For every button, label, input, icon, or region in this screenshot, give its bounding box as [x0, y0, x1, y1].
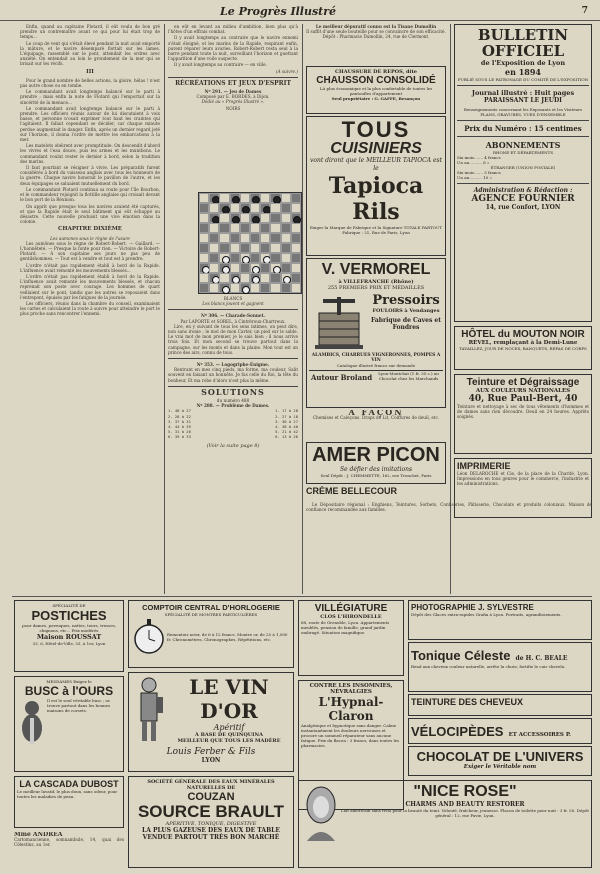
board-square — [281, 263, 291, 273]
board-square — [270, 203, 280, 213]
board-square — [240, 283, 250, 293]
fouloirs-text: FOULOIRS à Vendanges — [372, 308, 440, 314]
villegiature-ad: VILLÉGIATURE CLOS L'HIRONDELLE 68, route de Grenoble, Lyon. Appartements meublés, pension de famille, grand jardin ombragé. Situation magnifique. — [298, 600, 404, 676]
roussat-name: Maison ROUSSAT — [36, 633, 102, 641]
board-square — [270, 223, 280, 233]
board-square — [230, 243, 240, 253]
checkers-dedication: Dédié au « Progrès Illustré ». — [201, 99, 265, 105]
board-square — [270, 283, 280, 293]
clos-name: CLOS L'HIRONDELLE — [320, 614, 382, 620]
board-square — [260, 273, 270, 283]
administration-label: Administration & Rédaction : — [473, 187, 573, 194]
board-square — [291, 243, 301, 253]
board-square — [219, 243, 229, 253]
board-square — [199, 273, 209, 283]
solutions-title: SOLUTIONS — [201, 386, 265, 397]
checkers-board — [198, 192, 302, 294]
board-square — [209, 243, 219, 253]
subscription-six-months: Six mois....... 4 francs — [457, 155, 501, 160]
board-square — [240, 223, 250, 233]
tapioca-claim: vont diront que le MEILLEUR TAPIOCA est le — [309, 157, 443, 172]
board-square — [199, 253, 209, 263]
velocipedes-maker: ET ACCESSOIRES P. — [508, 732, 571, 738]
board-square — [219, 253, 229, 263]
board-square — [199, 243, 209, 253]
board-square — [240, 243, 250, 253]
board-square — [219, 193, 229, 203]
tapioca-brand: Tapioca Rils — [328, 173, 424, 225]
board-square — [291, 273, 301, 283]
paragraph: Il y avait longtemps au contraire — en ville. — [174, 62, 267, 68]
aperitif-label: Apéritif — [213, 723, 245, 732]
bulletin-year: en 1894 — [505, 67, 541, 77]
cascada-title: LA CASCADA DUBOST — [19, 779, 119, 789]
afacon-title: A FAÇON — [348, 410, 404, 417]
fabrique-text: Fabrique de Caves et Fondres — [370, 317, 442, 331]
figure-illustration — [131, 675, 167, 745]
pressoirs-title: Pressoirs — [372, 293, 440, 308]
board-square — [270, 213, 280, 223]
board-square — [281, 223, 291, 233]
chocolat-claim: Exiger le Véritable nom — [463, 764, 537, 770]
creme-bellecour-title: CRÈME BELLECOUR — [306, 486, 398, 496]
ferber-signature: Louis Ferber & Fils — [166, 747, 256, 757]
board-square — [230, 203, 240, 213]
bulletin-subtitle: de l'Exposition de Lyon — [480, 59, 566, 67]
board-square — [240, 193, 250, 203]
board-square — [250, 263, 260, 273]
brot-label: Autour Broland — [311, 373, 373, 382]
postiches-ad: SPÉCIALITÉ DE POSTICHES pour dames, perruques, nattes, tours, tresses, chignons, etc... Prix modérés Maison ROUSSAT 33, 6, Hôtel-de-Ville, 33, à 1er, Lyon — [14, 600, 124, 672]
board-square — [209, 193, 219, 203]
board-square — [240, 203, 250, 213]
source-brault-subtitle: APÉRITIVE, TONIQUE, DIGESTIVE — [165, 821, 257, 827]
board-square — [250, 203, 260, 213]
board-square — [250, 233, 260, 243]
amer-picon-depot: Seul Dépôt : J. CHEMMETTE, 162, rue Tronchet, Paris — [320, 473, 432, 478]
board-square — [209, 203, 219, 213]
couzan-ad — [128, 776, 294, 868]
photo-ad: PHOTOGRAPHIE J. SYLVESTRE Dépôt des Glaces extra-rapides Grafia à Lyon. Portraits, agrandissements. — [408, 600, 592, 640]
board-square — [281, 243, 291, 253]
board-square — [260, 233, 270, 243]
checkers-author: Composé par E. BORDES, à Dijon. — [196, 94, 270, 100]
board-square — [209, 273, 219, 283]
board-square — [209, 283, 219, 293]
nice-rose-subtitle: CHARMS AND BEAUTY RESTORER — [405, 801, 525, 808]
societe-heading: SOCIÉTÉ GÉNÉRALE DES EAUX MINÉRALES NATURELLES DE — [147, 779, 275, 791]
subscriptions-region: RHONE ET DÉPARTEMENTS — [492, 150, 554, 155]
teinture-ad: Teinture et Dégraissage AUX COULEURS NATIONALES 40, Rue Paul-Bert, 40 Teinture et nettoyage à sec de tous vêtements d'hommes et de dames sans rien découdre. Deuil en 24 heures. Apprêts soignés. — [454, 374, 592, 454]
board-square — [291, 203, 301, 213]
source-brault-title: SOURCE BRAULT — [137, 802, 285, 821]
chaussure-heading: CHAUSSURE DE REPOS, dite — [335, 69, 417, 75]
board-square — [250, 193, 260, 203]
board-label-black: NOIRS — [225, 105, 241, 111]
comptoir-title: COMPTOIR CENTRAL D'HORLOGERIE — [142, 603, 280, 612]
board-square — [250, 223, 260, 233]
board-square — [281, 193, 291, 203]
charade-title: Nº 306. — Charade-Sonnet. — [201, 313, 265, 319]
busc-ad: MESDAMES Exigez le BUSC à l'OURS Il est le seul véritable busc ; se trouve partout dans les bonnes maisons de corsets. — [14, 676, 124, 772]
solutions-subtitle: du numéro 488 — [216, 398, 250, 404]
teinture-address: 40, Rue Paul-Bert, 40 — [468, 394, 578, 404]
subscriptions-title: ABONNEMENTS — [485, 140, 561, 150]
board-square — [230, 273, 240, 283]
alambics-text: ALAMBICS, CHARRUES VIGNERONNES, POMPES A VIN — [311, 353, 441, 363]
amer-picon-warning: Se défier des imitations — [339, 466, 413, 473]
teinture-cheveux-ad — [408, 694, 592, 716]
board-square — [291, 283, 301, 293]
nice-rose-title: "NICE ROSE" — [413, 783, 517, 800]
board-square — [199, 213, 209, 223]
board-square — [230, 233, 240, 243]
issue-price: Prix du Numéro : 15 centimes — [464, 124, 582, 133]
watch-icon — [131, 617, 167, 657]
imprimerie-title: IMPRIMERIE — [457, 461, 511, 471]
board-square — [230, 253, 240, 263]
section-number: III — [86, 68, 94, 75]
bulletin-title: BULLETIN OFFICIEL — [477, 26, 569, 60]
plus-gazeuse: LA PLUS GAZEUSE DES EAUX DE TABLE — [142, 827, 280, 834]
board-square — [260, 283, 270, 293]
chocolat-ad — [408, 746, 592, 776]
board-square — [260, 223, 270, 233]
paragraph: Enfin, quand au capitaine Plotard, il eût voulu de bon gré prendre un contremaître avant ce qui pour lui était trop de temps... — [20, 24, 160, 40]
column-divider — [164, 24, 165, 594]
journal-description: Journal illustré : Huit pages — [471, 89, 575, 97]
paragraph: en eût en levant au milieu d'ambition, bien plus qu'à l'hôtes d'un effrais combat. — [168, 24, 298, 35]
board-square — [219, 203, 229, 213]
board-square — [281, 233, 291, 243]
vin-dor-city: LYON — [201, 757, 221, 764]
paragraph: L'ordre n'était pas rapidement établi à bord de la Rapide. L'influence avait remonté les mouvements blessés... — [20, 262, 160, 273]
meilleur-claim: MEILLEUR QUE TOUS LES MADÈRE — [177, 738, 281, 744]
board-square — [230, 263, 240, 273]
board-square — [219, 213, 229, 223]
games-section-title: RÉCRÉATIONS ET JEUX D'ESPRIT — [175, 79, 291, 87]
imprimerie-ad: IMPRIMERIE Léon DELAROCHE et Cie, de la place de la Charité, Lyon. Impressions en tous genres pour le commerce, l'industrie et les administrations. — [454, 458, 592, 518]
board-square — [260, 243, 270, 253]
busc-title: BUSC à l'OURS — [24, 684, 114, 698]
games-continued: BLANCS Les blancs jouent et gagnent Nº 306. — Charade-Sonnet. Par LAPORTE et SOREL, à Cintréroux-Chartreux. Lire, en y suivant de tous les sens intimes, on peut dire, non sans ironie ; le mot de mon Carter, un pied sur le sable. Le vrai mot de mon premier, je le sais bien ; il nous arrive trois fois. Et mon second se trouve partout dans la campagne, sur les monts et dans la plaine. Mon tout est un prince des airs, connu de tous. Nº 353. — Logogriphe-Énigme. Rentrant en mes cinq pieds, ma forme, ma couleur, Salit souvent en faisant un honnête. Je fus celle du Roi, la tête du bonheur, Et ma robe d'alors n'est plus la même. SOLUTIONS du numéro 488 Nº 288. — Problème de Dames. 1. 48 à 27 2. 28 à 22 3. 37 à 31 4. 44 à 39 5. 31 à 26 6. 39 à 33 1. 17 à 28 2. 27 à 18 3. 36 à 27 4. 38 à 40 5. 21 à 42 6. 13 à 26 (Voir la suite page 8) — [168, 296, 298, 449]
board-square — [230, 213, 240, 223]
vermorel-location: à VILLEFRANCHE (Rhône) — [338, 279, 414, 285]
board-square — [250, 283, 260, 293]
board-square — [281, 283, 291, 293]
tous-heading: TOUS — [341, 117, 411, 142]
board-square — [219, 283, 229, 293]
board-square — [209, 253, 219, 263]
nice-rose-ad: "NICE ROSE" CHARMS AND BEAUTY RESTORER Lait américain sans rival pour la beauté du teint. Velouté, fraîcheur, jeunesse. Flacon de toilette pour nuit : 3 fr. 50. Dépôt général : 12, rue Pavie, Lyon. — [298, 780, 592, 868]
board-square — [240, 253, 250, 263]
photo-title: PHOTOGRAPHIE J. SYLVESTRE — [411, 603, 534, 612]
board-square — [240, 263, 250, 273]
board-square — [240, 273, 250, 283]
board-square — [270, 253, 280, 263]
insomnies-heading: CONTRE LES INSOMNIES, NÉVRALGIES — [309, 683, 393, 695]
hypnal-ad: CONTRE LES INSOMNIES, NÉVRALGIES L'Hypnal-Claron Analgésique et hypnotique sans danger. Calme instantanément les douleurs nerveuses et procure un sommeil réparateur sans aucune fatigue. Prix du flacon : 3 francs, dans toutes les pharmacies. — [298, 680, 404, 810]
chapter-title: CHAPITRE DIXIÈME — [58, 226, 122, 233]
board-square — [199, 223, 209, 233]
paragraph: Le commandant avait longtemps balancé sur le parti à prendre ; mais enfin la note de Flotard qui l'emportait sur la sincérité de la menace... — [20, 89, 160, 105]
teinture-subtitle: AUX COULEURS NATIONALES — [475, 388, 571, 394]
board-square — [199, 283, 209, 293]
board-square — [219, 263, 229, 273]
board-square — [281, 213, 291, 223]
chapter-subtitle: Les aumones sous le règne de l'usure — [50, 235, 130, 241]
board-label-white: BLANCS — [223, 296, 243, 301]
board-square — [281, 253, 291, 263]
board-caption: Les blancs jouent et gagnent — [202, 301, 264, 307]
newspaper-title: Le Progrès Illustré — [220, 5, 337, 18]
charade-author: Par LAPORTE et SOREL, à Cintréroux-Chartreux. — [180, 318, 286, 324]
bulletin-ad: BULLETIN OFFICIEL de l'Exposition de Lyon en 1894 PUBLIÉ SOUS LE PATRONAGE DU COMITÉ DE L'EXPOSITION Journal illustré : Huit pages PARAISSANT LE JEUDI Renseignements concernant les Exposants et les Visiteurs PLANS, GRAVURES, VUES D'ENSEMBLE Prix du Numéro : 15 centimes ABONNEMENTS RHONE ET DÉPARTEMENTS Six mois....... 4 francs Un an.......... 8 » ÉTRANGER (UNION POSTALE) Six mois....... 5 francs Un an.......... 10 » Administration & Rédaction : AGENCE FOURNIER 14, rue Confort, LYON — [454, 24, 592, 322]
tisane-ad: Le meilleur dépuratif connu est la Tisane Dumollin Il suffit d'une seule bouteille pour se convaincre de son efficacité. Dépôt : Pharmacie Dumollin, 24, rue de Clermont. — [306, 24, 446, 40]
board-square — [230, 223, 240, 233]
board-square — [219, 223, 229, 233]
vendue-partout: VENDUE PARTOUT TRÈS BON MARCHÉ — [142, 834, 280, 841]
chausson-ad: CHAUSSURE DE REPOS, dite CHAUSSON CONSOLIDÉ LA plus économique et la plus confortable de toutes les pantoufles d'appartement Seul propriétaire : G. GAFFE, Besançon — [306, 66, 446, 114]
to-be-continued: (A suivre.) — [276, 68, 298, 74]
board-square — [281, 203, 291, 213]
couzan-title: COUZAN — [187, 791, 235, 803]
board-square — [270, 193, 280, 203]
publication-frequency: PARAISSANT LE JEUDI — [484, 97, 562, 104]
hotel-title: HÔTEL du MOUTON NOIR — [461, 329, 585, 340]
comptoir-ad: COMPTOIR CENTRAL D'HORLOGERIE SPÉCIALITÉ DE MONTRES PARTICULIÈRES Remontoir acier, de 6 à 12 francs. Montre or, de 25 à 1,000 fr. Chronomètres, Chronographes, Répétitions, etc. — [128, 600, 294, 668]
chocolat-title: CHOCOLAT DE L'UNIVERS — [416, 749, 584, 764]
board-square — [291, 223, 301, 233]
board-square — [250, 213, 260, 223]
vermorel-ad: V. VERMOREL à VILLEFRANCHE (Rhône) 255 PREMIERS PRIX ET MÉDAILLES Pressoirs FOULOIRS à Vendanges Fabrique de Caves et Fondres ALAMBICS, CHARRUES VIGNERONNES, POMPES A VIN Catalogue illustré franco sur demande Autour Broland Lyon-Montchat (1 fr. 35 c.) au Chocolat chez les Marchands — [306, 258, 446, 408]
subscriptions-foreign: ÉTRANGER (UNION POSTALE) — [490, 165, 556, 170]
paragraph: Pour le grand nombre de belles actions, la gloire, hélas ! n'est pas autre chose ou en tombe. — [20, 77, 160, 89]
foreign-six-months: Six mois....... 5 francs — [457, 170, 501, 175]
board-square — [199, 193, 209, 203]
page-number: 7 — [581, 6, 588, 16]
board-square — [260, 203, 270, 213]
chausson-subtitle: LA plus économique et la plus confortable de toutes les pantoufles d'appartement — [319, 86, 433, 96]
board-square — [219, 233, 229, 243]
board-square — [240, 213, 250, 223]
comptoir-subtitle: SPÉCIALITÉ DE MONTRES PARTICULIÈRES — [164, 612, 258, 617]
andrea-title: Mme ANDREA — [14, 832, 63, 838]
afacon-ad: A FAÇON Chemises et Caleçons. Draps de Lit, Coiffures de deuil, etc. — [306, 410, 446, 440]
roussat-address: 33, 6, Hôtel-de-Ville, 33, à 1er, Lyon — [32, 641, 106, 646]
board-square — [250, 273, 260, 283]
cascada-ad: LA CASCADA DUBOST Le meilleur lavatif, le plus doux, sans odeur, pour toutes les maladies de peau. — [14, 776, 124, 828]
board-square — [281, 273, 291, 283]
vin-dor-title: LE VIN D'OR — [189, 675, 269, 723]
board-square — [270, 273, 280, 283]
board-square — [291, 263, 301, 273]
andrea-ad: Mme ANDREA Cartomancienne, somnambule, 14, quai des Célestins, au 1er. — [14, 832, 124, 848]
board-square — [240, 233, 250, 243]
board-square — [270, 263, 280, 273]
vermorel-title: V. VERMOREL — [321, 261, 431, 278]
continued-on-page: (Voir la suite page 8) — [206, 442, 260, 449]
chausson-title: CHAUSSON CONSOLIDÉ — [316, 75, 436, 86]
tonique-maker: de H. C. BEALE — [515, 655, 568, 662]
quinquina-label: À BASE DE QUINQUINA — [195, 732, 263, 738]
board-square — [209, 213, 219, 223]
page-header — [0, 4, 600, 21]
board-square — [209, 223, 219, 233]
board-square — [199, 233, 209, 243]
board-square — [230, 193, 240, 203]
board-square — [270, 243, 280, 253]
hypnal-title: L'Hypnal-Claron — [318, 695, 384, 723]
hotel-subtitle: RÉVEL, remplaçant à la Demi-Lune — [468, 340, 578, 346]
velocipedes-ad — [408, 718, 592, 744]
villegiature-title: VILLÉGIATURE — [314, 603, 388, 614]
board-square — [219, 273, 229, 283]
postiches-heading: SPÉCIALITÉ DE — [52, 603, 86, 608]
teinture-cheveux-title: TEINTURE DES CHEVEUX — [411, 697, 524, 707]
tonique-title: Tonique Céleste — [411, 648, 511, 663]
bear-icon — [17, 698, 47, 748]
board-square — [209, 233, 219, 243]
amer-picon-ad — [306, 442, 446, 484]
board-square — [260, 193, 270, 203]
board-square — [260, 263, 270, 273]
postiches-title: POSTICHES — [31, 608, 107, 623]
board-square — [250, 253, 260, 263]
tonique-ad: Tonique Céleste de H. C. BEALE Rend aux cheveux couleur naturelle, arrête la chute, fortifie le cuir chevelu. — [408, 642, 592, 692]
small-ads: Le Dépositaire régional : Enghiens, Teintures, Sorbets, Confiseries, Pâtisserie, Chocolats et produits coloniaux. Maison de confiance recommandée aux familles. — [306, 502, 592, 513]
checkers-problem-title: Nº 291. — Jeu de Dames — [204, 89, 262, 95]
teinture-title: Teinture et Dégraissage — [466, 377, 580, 388]
tisane-title: Le meilleur dépuratif connu est la Tisane Dumollin — [315, 24, 437, 29]
foreign-one-year: Un an.......... 10 » — [457, 175, 492, 180]
board-square — [230, 283, 240, 293]
board-square — [291, 193, 301, 203]
board-square — [291, 253, 301, 263]
board-square — [199, 203, 209, 213]
article-column-2: en eût en levant au milieu d'ambition, bien plus qu'à l'hôtes d'un effrais combat. Il y avait longtemps au contraire que le navire ennemi s'était éloigné, et les marins de la Rapide, respirant enfin, purent réparer leurs avaries. Robert-Robert resta seul à la barre pendant toute la nuit, surveillant l'horizon et guettant l'apparition d'une voile suspecte. Il y avait longtemps au contraire — en ville. (A suivre.) RÉCRÉATIONS ET JEUX D'ESPRIT Nº 291. — Jeu de Dames Composé par E. BORDES, à Dijon. Dédié au « Progrès Illustré ». NOIRS — [168, 24, 298, 111]
subscription-one-year: Un an.......... 8 » — [457, 160, 490, 165]
board-square — [209, 263, 219, 273]
amer-picon-title: AMER PICON — [312, 444, 440, 466]
board-square — [199, 263, 209, 273]
board-square — [250, 243, 260, 253]
board-square — [270, 233, 280, 243]
cuisiniers-heading: CUISINIERS — [330, 140, 422, 157]
article-column-1: Enfin, quand au capitaine Plotard, il eût voulu de bon gré prendre un contremaître avant ce qui pour lui était trop de temps... Le coup de vent qui s'était élevé pendant la nuit avait emporté la mâture, et le navire désemparé flottait sur les lames. L'équipage, rassemblé sur le pont, attendait les ordres avec anxiété. On entendait au loin le grondement de la mer qui se brisait sur les récifs. III Pour le grand nombre de belles actions, la gloire, hélas ! n'est pas autre chose ou en tombe. Le commandant avait longtemps balancé sur le parti à prendre ; mais enfin la note de Flotard qui l'emportait sur la sincérité de la menace... Le commandant avait longtemps balancé sur le parti à prendre. Les officiers réunis autour de lui discutaient à voix basse, et personne n'osait exprimer tout haut les craintes qui l'agitaient. Il fallait cependant se décider, car chaque minute perdue augmentait le danger. Enfin, après un dernier regard jeté sur l'horizon, il donna l'ordre de mettre les embarcations à la mer. Les matelots obéirent avec promptitude. On descendit d'abord les vivres et l'eau douce, puis les armes et les munitions. Le commandant voulut rester le dernier à bord, selon la tradition des marins. Il faut pourtant se résigner à vivre. Les préparatifs furent considérés à bord du vaisseau anglais avec tous les honneurs de la guerre. Chaque navire honorait le pavillon de l'autre, et les deux équipages se saluaient mutuellement du bord. Le commandant Plotard continua sa route pour l'île Bourbon, et le commandeur rejoignit la flottille anglaise qui croisait devant le bon port de la Réunion. On apprit que presque tous les navires avaient été capturés, et que la Rapide était le seul bâtiment qui eût échappé au désastre. Cette nouvelle produisit une vive émotion dans la colonie. CHAPITRE DIXIÈME Les aumones sous le règne de l'usure Les aumônes sous le règne de Robert-Robert. — Gaillard. — L'honnêteté. — Presque la fonte pour rien. — Victoire de Robert-Plotard. — À son capitaine ses jours ne pas peu de gentilshommes. — Tout est à vendre et tout est à prendre. L'ordre n'était pas rapidement établi à bord de la Rapide. L'influence avait remonté les mouvements blessés... L'ordre n'était pas rapidement établi à bord de la Rapide. L'influence avait remonté les mouvements blessés, et chacun reprenait son poste avec courage. Les hommes de quart veillaient sur le pont, tandis que les autres se reposaient dans l'entrepont, épuisés par les fatigues de la journée. Les officiers, réunis dans la chambre du conseil, examinaient les cartes et calculaient la route à suivre pour atteindre le port le plus proche sans rencontrer l'ennemi. — [20, 24, 160, 317]
board-square — [260, 253, 270, 263]
tapioca-ad: TOUS CUISINIERS vont diront que le MEILLEUR TAPIOCA est le Tapioca Rils Exiger la Marque de Fabrique et la Signature TOTALE PARTOUT Fabrique : 21, Rue de Paris, Lyon — [306, 116, 446, 256]
column-divider — [302, 24, 303, 594]
board-square — [260, 213, 270, 223]
vermorel-awards: 255 PREMIERS PRIX ET MÉDAILLES — [327, 285, 425, 291]
velocipedes-title: VÉLOCIPÈDES — [411, 724, 504, 739]
lady-portrait — [301, 783, 341, 843]
agency-name: AGENCE FOURNIER — [471, 194, 575, 204]
press-illustration — [309, 293, 369, 353]
horizontal-divider — [12, 596, 592, 597]
agency-address: 14, rue Confort, LYON — [485, 204, 561, 211]
board-square — [291, 233, 301, 243]
logogriph-title: Nº 353. — Logogriphe-Énigme. — [196, 362, 270, 368]
hotel-ad: HÔTEL du MOUTON NOIR RÉVEL, remplaçant à la Demi-Lune TAVAILLEZ, JOUR DE NOCES, BANQUETS, REPAS DE CORPS — [454, 326, 592, 370]
vin-dor-ad — [128, 672, 294, 772]
board-square — [291, 213, 301, 223]
problem-title: Nº 288. — Problème de Dames. — [196, 403, 270, 409]
